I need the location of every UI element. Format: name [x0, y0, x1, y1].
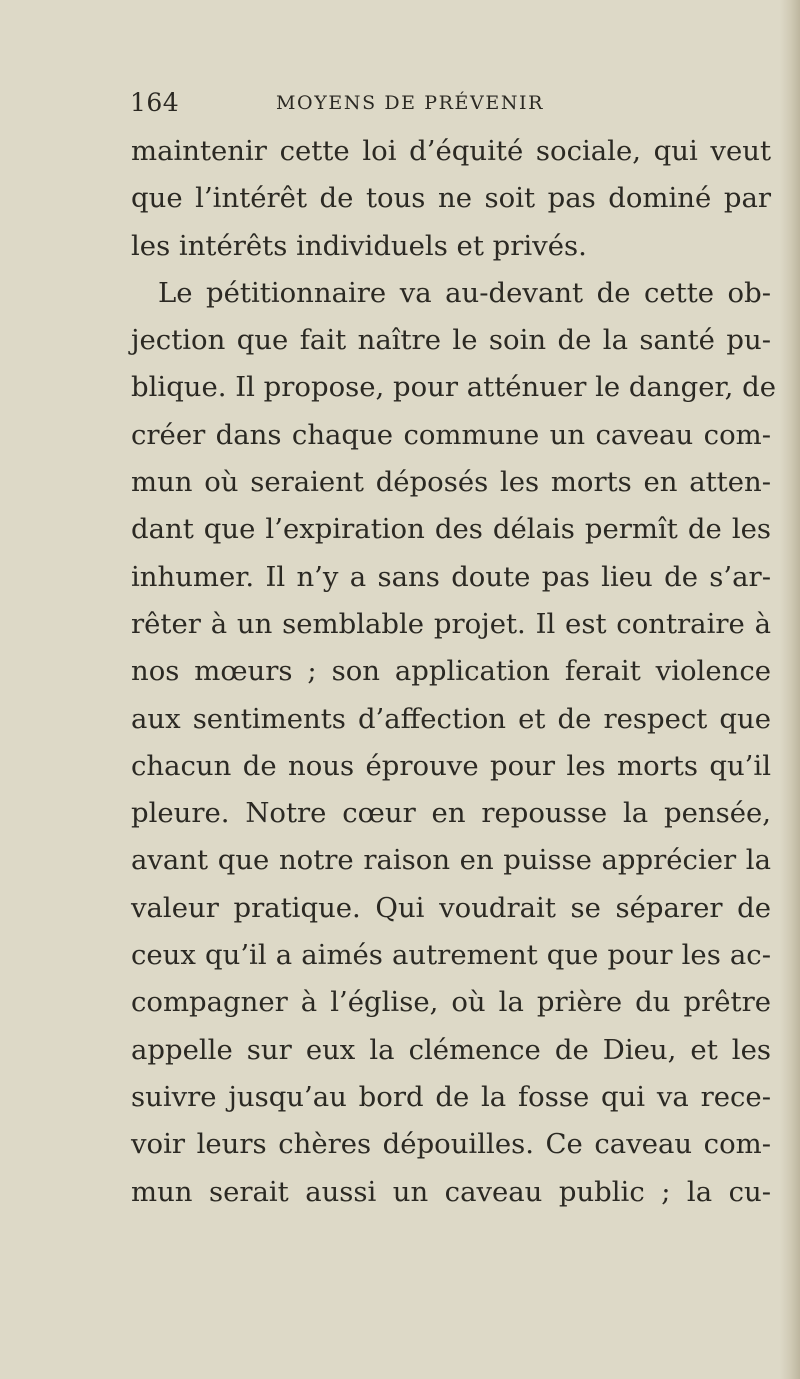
text-line: compagner à l’église, où la prière du prêtre [131, 986, 771, 1019]
text-line: maintenir cette loi d’équité sociale, qui veut [131, 135, 771, 167]
text-line: appelle sur eux la clémence de Dieu, et les [131, 1033, 771, 1066]
text-line: Le pétitionnaire va au-devant de cette ob- [158, 276, 771, 309]
text-line: aux sentiments d’affection et de respect que [131, 702, 771, 735]
text-line: blique. Il propose, pour atténuer le danger, de [131, 371, 777, 404]
text-line: inhumer. Il n’y a sans doute pas lieu de s’ar- [131, 560, 771, 593]
text-line: voir leurs chères dépouilles. Ce caveau com- [131, 1128, 771, 1161]
text-line: nos mœurs ; son application ferait violence [131, 655, 771, 688]
text-line: mun où seraient déposés les morts en atten- [131, 466, 771, 499]
text-line: ceux qu’il a aimés autrement que pour les ac- [131, 939, 771, 972]
text-line: suivre jusqu’au bord de la fosse qui va rece- [131, 1080, 771, 1113]
page-header [130, 88, 780, 128]
page-edge-shadow [780, 0, 800, 1379]
text-line: jection que fait naître le soin de la santé pu- [131, 324, 771, 357]
text-line: que l’intérêt de tous ne soit pas dominé par [131, 182, 771, 215]
text-line: valeur pratique. Qui voudrait se séparer de [131, 891, 771, 924]
text-line: les intérêts individuels et privés. [131, 229, 587, 262]
text-line: mun serait aussi un caveau public ; la cu- [131, 1175, 771, 1208]
text-line: pleure. Notre cœur en repousse la pensée, [131, 797, 771, 830]
body-text [131, 128, 777, 1216]
text-line: chacun de nous éprouve pour les morts qu’il [131, 749, 771, 782]
running-head: MOYENS DE PRÉVENIR [276, 92, 545, 114]
text-line: dant que l’expiration des délais permît de les [131, 513, 771, 546]
text-line: rêter à un semblable projet. Il est contraire à [131, 607, 771, 640]
text-line: créer dans chaque commune un caveau com- [131, 418, 771, 451]
text-line: avant que notre raison en puisse apprécier la [131, 844, 771, 877]
page-number: 164 [130, 88, 180, 117]
